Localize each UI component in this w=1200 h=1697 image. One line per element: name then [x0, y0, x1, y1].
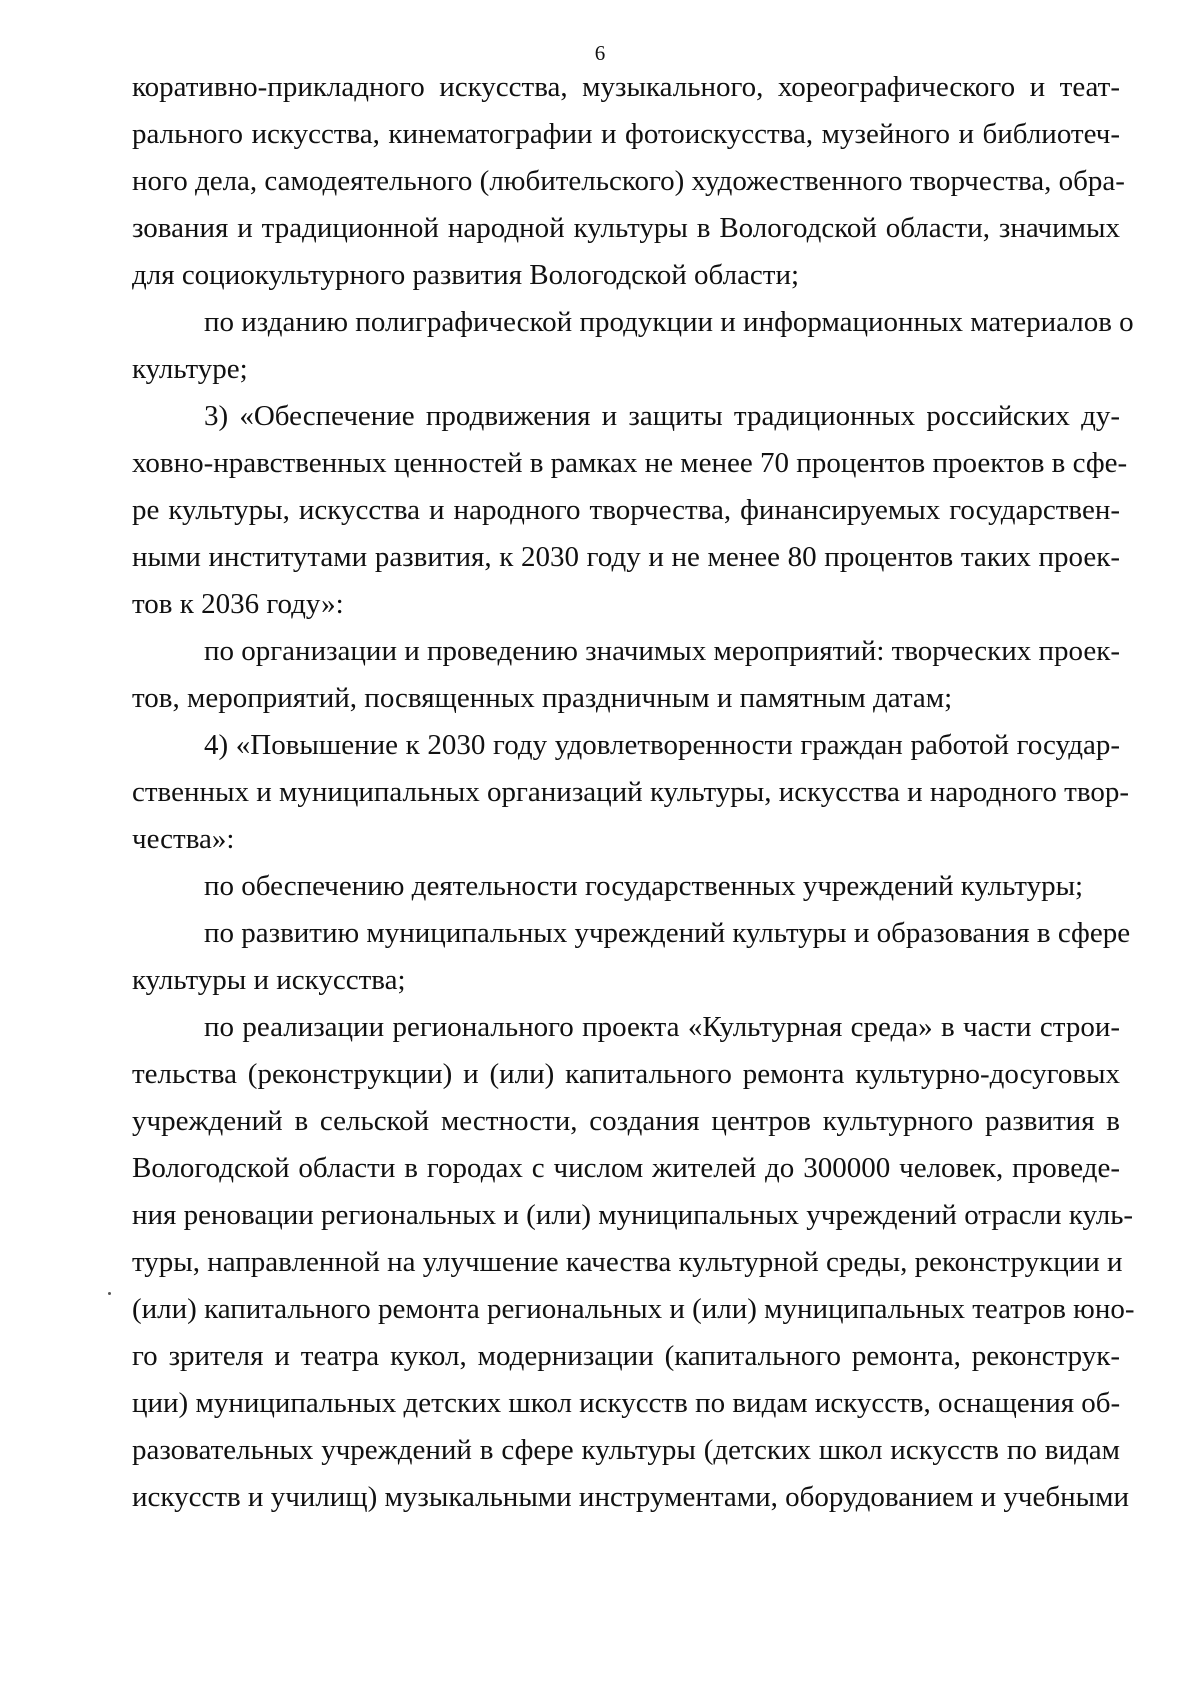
scan-speck [108, 1292, 111, 1295]
text-line: ственных и муниципальных организаций культуры, искусства и народного твор- [132, 776, 1129, 808]
page-number: 6 [594, 41, 606, 65]
text-line: тов, мероприятий, посвященных праздничным и памятным датам; [132, 682, 953, 714]
text-line: учреждений в сельской местности, создания центров культурного развития в [132, 1105, 1120, 1137]
text-line: ния реновации региональных и (или) муниципальных учреждений отрасли куль- [132, 1199, 1134, 1231]
text-line: культуры и искусства; [132, 964, 406, 996]
text-line: по изданию полиграфической продукции и информационных материалов о [204, 306, 1134, 338]
text-line: культуре; [132, 353, 248, 385]
text-line: по развитию муниципальных учреждений культуры и образования в сфере [204, 917, 1131, 949]
text-line: коративно-прикладного искусства, музыкального, хореографического и теат- [132, 71, 1120, 103]
text-line: ре культуры, искусства и народного творчества, финансируемых государствен- [132, 494, 1120, 526]
text-line: тов к 2036 году»: [132, 588, 344, 620]
text-line: искусств и училищ) музыкальными инструментами, оборудованием и учебными [132, 1481, 1129, 1513]
text-line: Вологодской области в городах с числом жителей до 300000 человек, проведе- [132, 1152, 1120, 1184]
text-line: 3) «Обеспечение продвижения и защиты традиционных российских ду- [204, 400, 1120, 432]
text-line: туры, направленной на улучшение качества культурной среды, реконструкции и [132, 1246, 1123, 1278]
text-line: рального искусства, кинематографии и фотоискусства, музейного и библиотеч- [132, 118, 1120, 150]
text-line: по обеспечению деятельности государственных учреждений культуры; [204, 870, 1084, 902]
text-line: (или) капитального ремонта региональных и (или) муниципальных театров юно- [132, 1293, 1135, 1325]
text-line: ховно-нравственных ценностей в рамках не менее 70 процентов проектов в сфе- [132, 447, 1128, 479]
text-line: по реализации регионального проекта «Культурная среда» в части строи- [204, 1011, 1120, 1043]
text-line: ного дела, самодеятельного (любительского) художественного творчества, обра- [132, 165, 1125, 197]
text-line: для социокультурного развития Вологодской области; [132, 259, 800, 291]
text-line: по организации и проведению значимых мероприятий: творческих проек- [204, 635, 1120, 667]
text-line: разовательных учреждений в сфере культуры (детских школ искусств по видам [132, 1434, 1120, 1466]
text-line: ными институтами развития, к 2030 году и не менее 80 процентов таких проек- [132, 541, 1120, 573]
text-line: чества»: [132, 823, 235, 855]
text-line: 4) «Повышение к 2030 году удовлетворенности граждан работой государ- [204, 729, 1120, 761]
document-body [132, 64, 1135, 1521]
text-line: ции) муниципальных детских школ искусств по видам искусств, оснащения об- [132, 1387, 1121, 1419]
text-line: тельства (реконструкции) и (или) капитального ремонта культурно-досуговых [132, 1058, 1120, 1090]
text-line: зования и традиционной народной культуры в Вологодской области, значимых [132, 212, 1120, 244]
text-line: го зрителя и театра кукол, модернизации (капитального ремонта, реконструк- [132, 1340, 1120, 1372]
